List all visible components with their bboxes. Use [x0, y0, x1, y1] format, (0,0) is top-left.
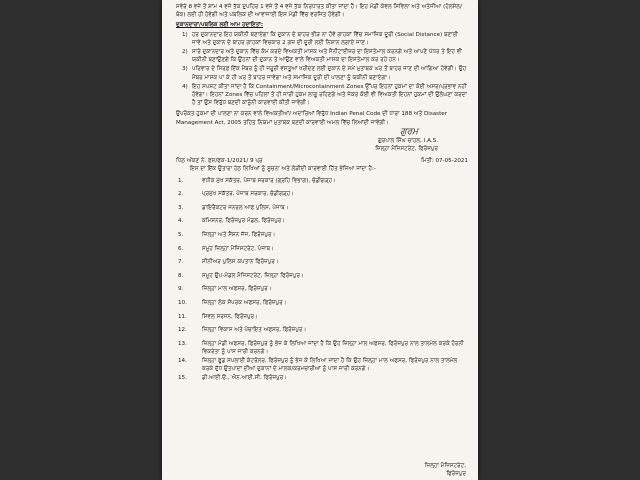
- recipient-row: [176, 299, 468, 313]
- recipient-text: ਸਮੂਹ ਉਪ-ਮੰਡਲ ਮੈਜਿਸਟਰੇਟ, ਜ਼ਿਲ੍ਹਾ ਫਿਰੋਜ਼ਪੁਰ।: [202, 272, 304, 279]
- instruction-text: ਹਰ ਦੁਕਾਨਦਾਰ ਇਹ ਯਕੀਨੀ ਬਣਾਏਗਾ ਕਿ ਦੁਕਾਨ ਦੇ ਬਾਹਰ ਭੀੜ ਨਾ ਹੋਵੇ ਗਾਹਕਾਂ ਵਿੱਚ ਸਮਾਜਿਕ ਦੂਰੀ (Social Distance) ਬਣਾਈ ਜਾਵੇ ਅਤੇ ਦੁਕਾਨ ਦੇ ਬਾਹਰ ਗਾਹਕਾਂ ਵਿਚਕਾਰ 2 ਗਜ਼ ਦੀ ਦੂਰੀ ਲਈ ਨਿਸ਼ਾਨ ਲਗਾਏ ਜਾਣ।: [192, 31, 458, 46]
- recipient-row: [176, 357, 468, 374]
- recipient-row: [176, 177, 468, 191]
- recipient-text: ਜ਼ਿਲ੍ਹਾ ਵਿਕਾਸ ਅਤੇ ਪੰਚਾਇਤ ਅਫਸਰ, ਫਿਰੋਜ਼ਪੁਰ।: [202, 327, 307, 334]
- recipient-text: ਡਾਇਰੈਕਟਰ ਜਨਰਲ ਆਫ ਪੁਲਿਸ, ਪੰਜਾਬ।: [202, 204, 289, 211]
- recipient-number: 8.: [178, 272, 184, 279]
- recipient-row: [176, 285, 468, 299]
- recipient-row: [176, 374, 468, 388]
- recipient-number: 14.: [178, 357, 187, 364]
- instruction-number: 4): [182, 83, 188, 90]
- recipient-text: ਡੀ.ਆਈ.ਓ., ਐਨ.ਆਈ.ਸੀ. ਫਿਰੋਜ਼ਪੁਰ।: [202, 374, 287, 381]
- recipient-text: ਵਧੀਕ ਮੁੱਖ ਸਕੱਤਰ, ਪੰਜਾਬ ਸਰਕਾਰ (ਗ੍ਰਹਿ ਵਿਭਾਗ), ਚੰਡੀਗੜ੍ਹ।: [202, 177, 336, 184]
- recipient-number: 15.: [178, 374, 187, 381]
- recipient-text: ਕਮਿਸ਼ਨਰ, ਫਿਰੋਜ਼ਪੁਰ ਮੰਡਲ, ਫਿਰੋਜ਼ਪੁਰ।: [202, 218, 286, 225]
- recipient-row: [176, 190, 468, 204]
- signature-scribble: ਗੁਰਮ: [400, 126, 418, 137]
- recipient-text: ਜ਼ਿਲ੍ਹਾ ਲੋਕ ਸੰਪਰਕ ਅਫਸਰ, ਫਿਰੋਜ਼ਪੁਰ।: [202, 300, 287, 306]
- recipient-number: 10.: [178, 300, 187, 306]
- recipient-number: 11.: [178, 313, 187, 320]
- recipient-number: 2.: [178, 191, 184, 198]
- recipient-row: [176, 204, 468, 218]
- recipient-number: 4.: [178, 218, 184, 225]
- recipient-number: 7.: [178, 259, 184, 266]
- recipient-text: ਜ਼ਿਲ੍ਹਾ ਮੰਡੀ ਅਫਸਰ, ਫਿਰੋਜ਼ਪੁਰ ਨੂੰ ਭੇਜ ਕੇ ਲਿਖਿਆ ਜਾਂਦਾ ਹੈ ਕਿ ਉਹ ਜ਼ਿਲ੍ਹਾ ਮਾਲ ਅਫਸਰ, ਫਿਰੋਜ਼ਪੁਰ ਨਾਲ ਤਾਲਮੇਲ ਕਰਕੇ ਹੋਰਨੀ ਵਿਕਰੇਤਾ ਨੂੰ ਪਾਸ ਜਾਰੀ ਕਰਨਗੇ।: [202, 340, 464, 355]
- top-paragraph: ਸਵੇਰੇ 8 ਵਜੇ ਤੋਂ ਸ਼ਾਮ 4 ਵਜੇ ਤੱਕ ਦੁਪਹਿਰ 1 ਵਜੇ ਤੋਂ 4 ਵਜੇ ਤੱਕ ਨਿਰਧਾਰਤ ਕੀਤਾ ਜਾਂਦਾ ਹੈ। ਇਹ ਮੰਡੀ ਕੇਵਲ ਸਿਵਿਲਾ ਅਤੇ ਅਤੇਜੀਆ (ਹੋਲਸੇਲ/ਥੋਕ) ਲਈ ਹੀ ਹੋਵੇਗੀ ਅਤੇ ਪਬਲਿਕ ਦੀ ਆਵਾਜਾਈ ਇਸ ਮੰਡੀ ਵਿੱਚ ਵਰਜਿਤ ਹੋਵੇਗੀ।: [176, 4, 462, 19]
- recipient-row: [176, 217, 468, 231]
- recipient-number: 3.: [178, 204, 184, 211]
- instruction-item: [182, 65, 468, 81]
- recipient-text: ਜ਼ਿਲ੍ਹਾ ਅਤੇ ਸੈਸ਼ਨ ਜੱਜ, ਫਿਰੋਜ਼ਪੁਰ।: [202, 232, 276, 239]
- signatory-title: ਜ਼ਿਲ੍ਹਾ ਮੈਜਿਸਟਰੇਟ, ਫਿਰੋਜ਼ਪੁਰ: [375, 146, 438, 153]
- recipient-number: 9.: [178, 286, 184, 293]
- recipient-number: 13.: [178, 340, 187, 347]
- recipient-row: [176, 272, 468, 286]
- recipient-number: 6.: [178, 245, 184, 252]
- instructions-list: [176, 31, 468, 108]
- instruction-text: ਪਰਿਵਾਰ ਦੇ ਸਿਰਫ਼ ਇੱਕ ਮੈਂਬਰ ਨੂੰ ਹੀ ਜਰੂਰੀ ਵਸਤੂਆਂ ਖਰੀਦਣ ਲਈ ਦੁਕਾਨ ਦੇ ਸਮੇਂ ਮੁਤਾਬਕ ਘਰ ਤੋਂ ਬਾਹਰ ਜਾਣ ਦੀ ਆਗਿਆ ਹੋਵੇਗੀ। ਉਹ ਮੈਂਬਰ ਮਾਸਕ ਪਾ ਕੇ ਹੀ ਘਰ ਤੋਂ ਬਾਹਰ ਜਾਵੇਗਾ ਅਤੇ ਸਮਾਜਿਕ ਦੂਰੀ ਦੀ ਪਾਲਣਾ ਨੂੰ ਯਕੀਨੀ ਬਣਾਏਗਾ।: [192, 66, 467, 81]
- memo-line: [176, 157, 468, 165]
- recipient-text: ਸੀਨੀਅਰ ਪੁਲਿਸ ਕਪਤਾਨ ਫਿਰੋਜ਼ਪੁਰ।: [202, 259, 279, 266]
- closing-signature: [425, 462, 466, 478]
- signatory-name: ਗੁਰਪਾਲ ਸਿੰਘ ਚਾਹਲ, I.A.S.: [377, 137, 438, 144]
- recipient-number: 12.: [178, 327, 187, 334]
- document-page[interactable]: [162, 0, 478, 480]
- recipient-row: [176, 245, 468, 259]
- recipient-text: ਸਮੂਹ ਜ਼ਿਲ੍ਹਾ ਮੈਜਿਸਟਰੇਟ, ਪੰਜਾਬ।: [202, 245, 274, 252]
- instructions-heading: ਦੁਕਾਨਦਾਰਾਂ/ਪਬਲਿਕ ਲਈ ਆਮ ਹਦਾਇਤਾਂ:: [176, 22, 264, 29]
- instruction-number: 1): [182, 31, 188, 38]
- instruction-number: 3): [182, 66, 188, 73]
- instruction-text: ਸਾਰੇ ਦੁਕਾਨਦਾਰ ਅਤੇ ਦੁਕਾਨ ਵਿੱਚ ਕੰਮ ਕਰਦੇ ਵਿਅਕਤੀ ਮਾਸਕ ਅਤੇ ਸੈਨੀਟਾਈਜ਼ਰ ਦਾ ਇਸਤੇਮਾਲ ਕਰਨਗੇ ਅਤੇ ਆਪਣੇ ਪੱਧਰ ਤੇ ਇਹ ਵੀ ਯਕੀਨੀ ਬਣਾਉਣਗੇ ਕਿ ਉਹਨਾਂ ਦੀ ਦੁਕਾਨ ਤੇ ਆਉਣ ਵਾਲੇ ਵਿਅਕਤੀ ਮਾਸਕ ਦਾ ਇਸਤੇਮਾਲ ਕਰ ਰਹੇ ਹਨ।: [192, 49, 462, 64]
- recipient-row: [176, 326, 468, 340]
- recipient-row: [176, 340, 468, 357]
- instruction-number: 2): [182, 49, 188, 56]
- forward-line: ਇਸ ਦਾ ਇੱਕ ਉਤਾਰਾ ਹੇਠ ਲਿਖਿਆਂ ਨੂੰ ਸੂਚਨਾ ਅਤੇ ਲੋੜੀਂਦੀ ਕਾਰਵਾਈ ਹਿੱਤ ਭੇਜਿਆ ਜਾਂਦਾ ਹੈ:-: [190, 166, 376, 173]
- instruction-text: ਇਹ ਸਪਸ਼ਟ ਕੀਤਾ ਜਾਂਦਾ ਹੈ ਕਿ Containment/Microcontainment Zones ਉੱਪਰ ਇਹਨਾਂ ਹੁਕਮਾਂ ਦਾ ਕੋਈ ਅਸਰ/ਪ੍ਰਭਾਵ ਨਹੀਂ ਹੋਵੇਗਾ। ਇਹਨਾਂ Zones ਵਿੱਚ ਪਹਿਲਾਂ ਤੋਂ ਹੀ ਜਾਰੀ ਹੁਕਮ ਲਾਗੂ ਰਹਿਣਗੇ ਅਤੇ ਜੇਕਰ ਕੋਈ ਵੀ ਵਿਅਕਤੀ ਇਹਨਾਂ ਹੁਕਮਾਂ ਦੀ ਉਲੰਘਣਾ ਕਰਦਾ ਹੈ ਤਾਂ ਉਸ ਵਿਰੁੱਧ ਬਣਦੀ ਕਾਨੂੰਨੀ ਕਾਰਵਾਈ ਕੀਤੀ ਜਾਵੇਗੀ।: [192, 83, 467, 107]
- recipient-text: ਸਿਵਲ ਸਰਜਨ, ਫਿਰੋਜ਼ਪੁਰ।: [202, 313, 258, 320]
- penal-paragraph: ਉਪਰੋਕਤ ਹੁਕਮਾਂ ਦੀ ਪਾਲਣਾ ਨਾ ਕਰਨ ਵਾਲੇ ਵਿਅਕਤੀਆਂ/ ਅਦਾਰਿਆਂ ਵਿਰੁੱਧ Indian Penal Code ਦੀ ਧਾਰਾ 188 ਅਤੇ Disaster Management Act, 2005 ਤਹਿਤ ਨਿਯਮਾਂ ਮੁਤਾਬਕ ਬਣਦੀ ਕਾਰਵਾਈ ਅਮਲ ਵਿੱਚ ਲਿਆਂਦੀ ਜਾਵੇਗੀ।: [176, 111, 448, 126]
- recipient-row: [176, 258, 468, 272]
- recipients-list: [176, 177, 468, 388]
- recipient-number: 5.: [178, 232, 184, 239]
- closing-place: ਫਿਰੋਜ਼ਪੁਰ: [446, 471, 466, 477]
- page-content: [176, 3, 468, 387]
- recipient-row: [176, 231, 468, 245]
- instruction-item: [182, 48, 468, 64]
- closing-title: ਜ਼ਿਲ੍ਹਾ ਮੈਜਿਸਟਰੇਟ,: [424, 463, 466, 469]
- recipient-text: ਪ੍ਰਮੁੱਖ ਸਕੱਤਰ, ਪੰਜਾਬ ਸਰਕਾਰ, ਚੰਡੀਗੜ੍ਹ।: [202, 191, 294, 198]
- instruction-item: [182, 31, 468, 47]
- recipient-row: [176, 313, 468, 327]
- recipient-text: ਜ਼ਿਲ੍ਹਾ ਮਾਲ ਅਫਸਰ, ਫਿਰੋਜ਼ਪੁਰ।: [202, 286, 272, 293]
- recipient-text: ਜ਼ਿਲ੍ਹਾ ਫੂਡ ਸਪਲਾਈ ਕੰਟਰੋਲਰ, ਫਿਰੋਜ਼ਪੁਰ ਨੂੰ ਭੇਜ ਕੇ ਲਿਖਿਆ ਜਾਂਦਾ ਹੈ ਕਿ ਉਹ ਜ਼ਿਲ੍ਹਾ ਮਾਲ ਅਫਸਰ, ਫਿਰੋਜ਼ਪੁਰ ਨਾਲ ਤਾਲਮੇਲ ਕਰਕੇ ਦੁੱਧ ਉਤਪਾਦਾਂ ਦੀਆਂ ਦੁਕਾਨਾਂ ਦੇ ਮਾਲਕ/ਕਰਮਚਾਰੀਆਂ ਨੂੰ ਪਾਸ ਜਾਰੀ ਕਰਨਗੇ।: [202, 357, 458, 372]
- memo-number: ਪਿੱਠ ਅੰਕਣ ਨੰ. ਫਸ/ਫਕ-1/2021/ 9̄ ਪ੍ਰ: [176, 158, 263, 165]
- instruction-item: [182, 83, 468, 108]
- recipient-number: 1.: [178, 177, 184, 184]
- memo-date: ਮਿਤੀ: 07-05-2021: [421, 158, 468, 165]
